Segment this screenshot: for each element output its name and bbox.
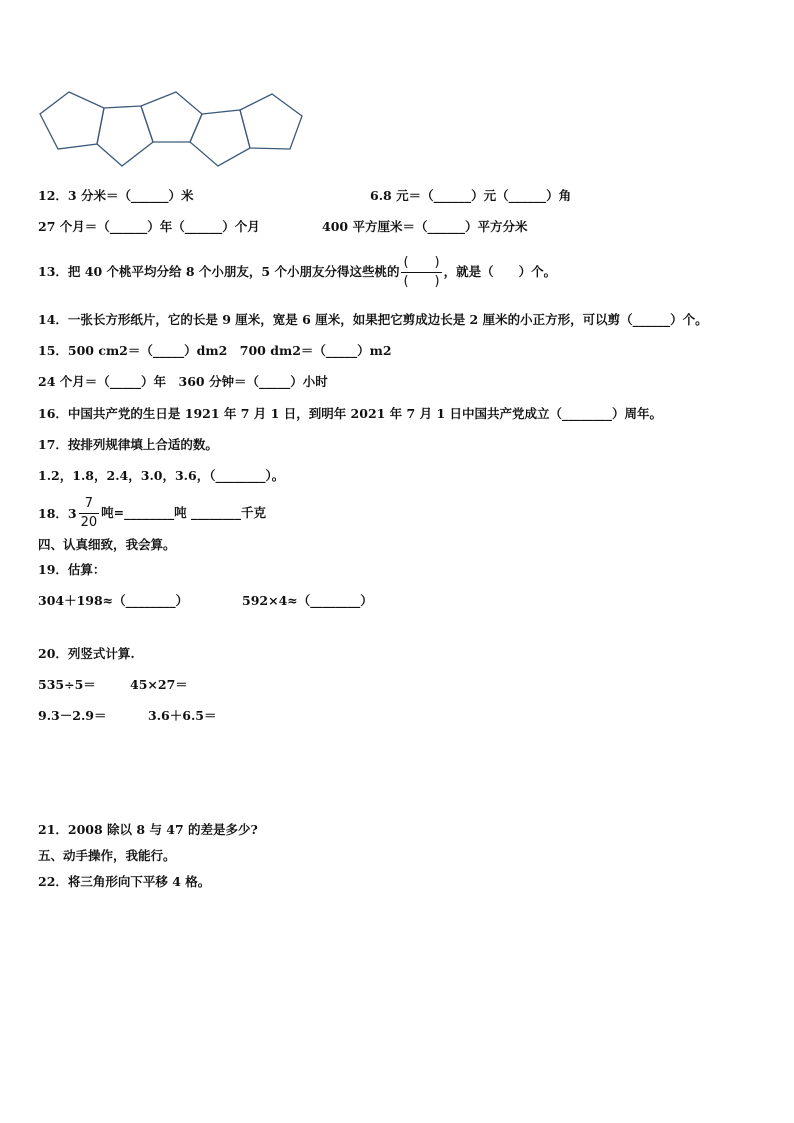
pentagon-4: [190, 110, 250, 166]
pentagon-1: [40, 92, 104, 149]
question-12-row-1: [38, 186, 193, 206]
question-16: [38, 404, 662, 424]
q20-subtraction: 9.3－2.9＝: [38, 708, 107, 723]
q18-fraction: [79, 496, 100, 531]
q13-fraction: [401, 255, 441, 290]
q14-text: 14．一张长方形纸片，它的长是 9 厘米，宽是 6 厘米，如果把它剪成边长是 2 厘米的小正方形，可以剪（______）个。: [38, 312, 708, 327]
question-15-row-2: [38, 372, 328, 392]
pentagon-5: [240, 94, 302, 149]
question-22: [38, 872, 210, 892]
section-4-heading: [38, 535, 176, 555]
question-20-row-1b: [130, 675, 188, 695]
pentagon-chain-figure: [36, 86, 312, 170]
q18-suffix: 吨=________吨 ________千克: [101, 505, 266, 520]
q15-area-conversion: 15．500 cm2＝（_____）dm2 700 dm2＝（_____）m2: [38, 343, 392, 358]
q17-title: 17．按排列规律填上合适的数。: [38, 437, 218, 452]
question-20-row-2: [38, 706, 107, 726]
q21-text: 21．2008 除以 8 与 47 的差是多少?: [38, 822, 258, 837]
q13-numerator: ( ): [403, 255, 440, 270]
section-5-heading: [38, 846, 176, 866]
q12-month-conversion: 27 个月＝（______）年（______）个月: [38, 219, 260, 234]
q19-estimate-a: 304＋198≈（________）: [38, 593, 189, 608]
q18-numerator: 7: [84, 496, 93, 511]
question-20-row-2b: [148, 706, 217, 726]
question-21: [38, 820, 258, 840]
q13-prefix: 13．把 40 个桃平均分给 8 个小朋友，5 个小朋友分得这些桃的: [38, 264, 400, 279]
q19-title: 19．估算：: [38, 562, 106, 577]
question-15-row-1: [38, 341, 392, 361]
question-20-row-1: [38, 675, 96, 695]
q13-denominator: ( ): [403, 274, 440, 289]
question-20-title: [38, 644, 135, 664]
question-18: [38, 494, 266, 532]
q12-area-conversion: 400 平方厘米＝（______）平方分米: [322, 219, 528, 234]
question-19-row: [38, 591, 188, 611]
q12-yuan-conversion: 6.8 元＝（______）元（______）角: [370, 188, 572, 203]
question-12-row-2: [38, 217, 260, 237]
q20-multiplication: 45×27＝: [130, 677, 188, 692]
section-5-title: 五、动手操作，我能行。: [38, 848, 176, 863]
q12-meter-conversion: 12．3 分米＝（______）米: [38, 188, 194, 203]
q19-estimate-b: 592×4≈（________）: [242, 593, 373, 608]
q13-suffix: ，就是（ ）个。: [443, 264, 557, 279]
fraction-bar: [79, 513, 100, 514]
question-12-row-1b: [370, 186, 571, 206]
q15-time-conversion: 24 个月＝（_____）年 360 分钟＝（_____）小时: [38, 374, 328, 389]
question-14: [38, 310, 708, 330]
q16-text: 16．中国共产党的生日是 1921 年 7 月 1 日，到明年 2021 年 7 月 1 日中国共产党成立（________）周年。: [38, 406, 662, 421]
question-12-row-2b: [322, 217, 527, 237]
q18-prefix: 18．3: [38, 505, 77, 521]
q20-division: 535÷5＝: [38, 677, 96, 692]
q17-sequence: 1.2，1.8，2.4，3.0，3.6，（________）。: [38, 468, 285, 483]
question-17-title: [38, 435, 218, 455]
question-19-row-b: [242, 591, 373, 611]
q20-title: 20．列竖式计算.: [38, 646, 135, 661]
question-17-sequence: [38, 466, 284, 486]
q22-text: 22．将三角形向下平移 4 格。: [38, 874, 211, 889]
question-19-title: [38, 560, 105, 580]
section-4-title: 四、认真细致，我会算。: [38, 537, 176, 552]
question-13: [38, 254, 556, 290]
fraction-bar: [401, 272, 441, 273]
q20-addition: 3.6＋6.5＝: [148, 708, 217, 723]
q18-denominator: 20: [80, 515, 98, 530]
